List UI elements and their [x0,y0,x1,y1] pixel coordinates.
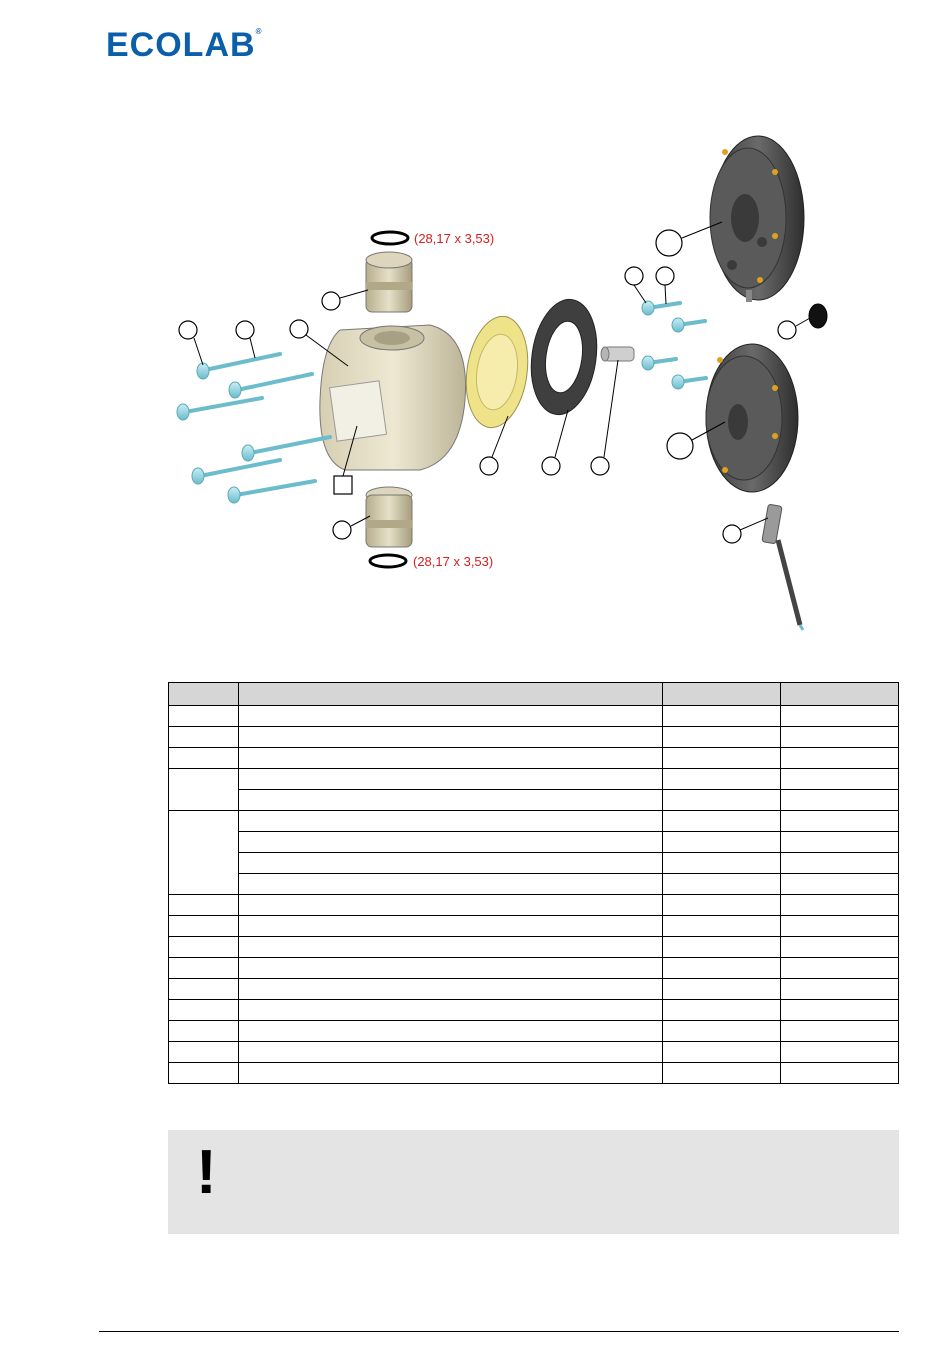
parts-table [168,682,899,1084]
note-box [168,1130,899,1234]
table-row [169,748,899,769]
black-cap [809,304,827,328]
table-row [169,874,899,895]
table-row [169,979,899,1000]
flange-top [710,136,804,302]
oring-top [372,232,408,244]
table-row [169,706,899,727]
table-row [169,937,899,958]
callout-square [334,476,352,494]
oring-bottom-label: (28,17 x 3,53) [413,554,494,569]
table-row [169,916,899,937]
exploded-view-diagram [0,0,950,660]
bolt-heads [177,363,254,503]
flange-bottom [706,344,798,492]
short-bolt-heads [642,301,684,389]
oring-bottom [370,555,406,567]
oring-top-label: (28,17 x 3,53) [414,231,495,246]
piston-pin [601,347,634,361]
valve-bottom [366,487,412,547]
table-row [169,811,899,832]
table-header-row [169,683,899,706]
seal-ring [524,295,604,419]
table-row [169,1021,899,1042]
exclamation-icon: ! [196,1138,217,1207]
short-bolts [648,303,706,382]
pump-body [320,325,466,470]
table-row [169,1063,899,1084]
table-row [169,853,899,874]
logo-registered-mark: ® [255,27,263,36]
table-row [169,958,899,979]
valve-top [366,252,412,312]
table-row [169,832,899,853]
logo-text: ECOLAB [106,26,256,64]
table-row [169,1042,899,1063]
footer-divider [99,1331,899,1332]
table-row [169,790,899,811]
table-row [169,727,899,748]
table-row [169,1000,899,1021]
sensor-probe [762,504,803,630]
table-row [169,769,899,790]
diaphragm [459,312,534,431]
table-row [169,895,899,916]
